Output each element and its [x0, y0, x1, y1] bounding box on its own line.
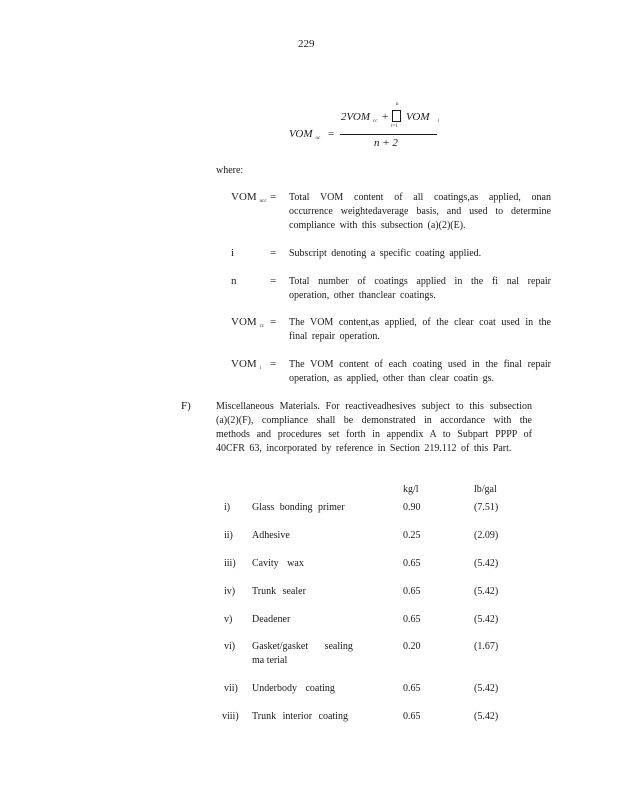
definition-symbol: n	[231, 275, 237, 287]
column-header-lb: lb/gal	[474, 484, 497, 495]
value-kg: 0.90	[403, 502, 421, 513]
fraction-bar	[340, 134, 437, 135]
definition-symbol: VOM $_{occ}$	[231, 191, 267, 204]
value-kg: 0.65	[403, 586, 421, 597]
formula-equals: =	[328, 128, 335, 140]
definition-text: The VOM content of each coating used in the final repair operation, as applied, other than clear coatin gs.	[289, 359, 551, 384]
where-label: where:	[216, 165, 244, 176]
value-kg: 0.65	[403, 614, 421, 625]
section-marker: F)	[181, 400, 191, 412]
definition-symbol: i	[231, 247, 235, 259]
definition-symbol: VOM $_i$	[231, 358, 262, 371]
definition-text: The VOM content,as applied, of the clear coat used in the final repair operation.	[289, 317, 551, 342]
definition-equals: =	[270, 358, 277, 370]
value-lb: (2.09)	[474, 530, 499, 541]
value-kg: 0.65	[403, 683, 421, 694]
formula-numerator-term1: 2VOM $_{cc}$	[341, 111, 378, 124]
formula-numerator-term2: VOM $_i$	[406, 111, 439, 124]
value-lb: (5.42)	[474, 711, 499, 722]
row-number: v)	[224, 614, 233, 625]
definition-symbol: VOM $_{cc}$	[231, 316, 265, 329]
row-number: viii)	[222, 711, 239, 722]
material-name: Trunk interior coating	[252, 711, 348, 722]
value-kg: 0.20	[403, 641, 421, 652]
definition-equals: =	[270, 316, 277, 328]
value-lb: (7.51)	[474, 502, 499, 513]
value-kg: 0.65	[403, 711, 421, 722]
value-kg: 0.25	[403, 530, 421, 541]
definition-equals: =	[270, 247, 277, 259]
material-name: Deadener	[252, 614, 291, 625]
value-lb: (1.67)	[474, 641, 499, 652]
definition-equals: =	[270, 275, 277, 287]
value-lb: (5.42)	[474, 683, 499, 694]
page-number: 229	[298, 38, 315, 50]
material-name: Adhesive	[252, 530, 290, 541]
formula-lhs: VOM $_{oc}$	[289, 128, 321, 141]
material-name: Underbody coating	[252, 683, 335, 694]
formula-plus: +	[382, 111, 389, 123]
row-number: vii)	[224, 683, 238, 694]
column-header-kg: kg/l	[403, 484, 419, 495]
row-number: iii)	[224, 558, 236, 569]
sum-upper-limit: n	[396, 102, 399, 107]
definition-text: Total VOM content of all coatings,as applied, onan occurrence weightedaverage basis, and used to determine compliance with this subsection (a)(2)(E).	[289, 192, 551, 231]
definition-text: Total number of coatings applied in the fi nal repair operation, other thanclear coatings.	[289, 276, 551, 301]
material-name-continued: ma terial	[252, 655, 288, 666]
material-name: Glass bonding primer	[252, 502, 345, 513]
material-name: Gasket/gasket sealing	[252, 641, 353, 652]
value-lb: (5.42)	[474, 558, 499, 569]
sum-lower-limit: i=1	[391, 124, 398, 129]
row-number: ii)	[224, 530, 233, 541]
value-lb: (5.42)	[474, 614, 499, 625]
value-kg: 0.65	[403, 558, 421, 569]
definition-equals: =	[270, 191, 277, 203]
formula-denominator: n + 2	[374, 137, 398, 149]
definition-text: Subscript denoting a specific coating applied.	[289, 248, 482, 259]
row-number: vi)	[224, 641, 236, 652]
row-number: iv)	[224, 586, 236, 597]
row-number: i)	[224, 502, 231, 513]
value-lb: (5.42)	[474, 586, 499, 597]
summation-icon	[392, 110, 401, 122]
material-name: Trunk sealer	[252, 586, 306, 597]
section-paragraph: Miscellaneous Materials. For reactiveadhesives subject to this subsection (a)(2)(F), compliance shall be demonstrated in accordance with the methods and procedures set forth in appendix A to Subpart PPPP of 40CFR 63, incorporated by reference in Section 219.112 of this Part.	[216, 401, 532, 454]
material-name: Cavity wax	[252, 558, 304, 569]
